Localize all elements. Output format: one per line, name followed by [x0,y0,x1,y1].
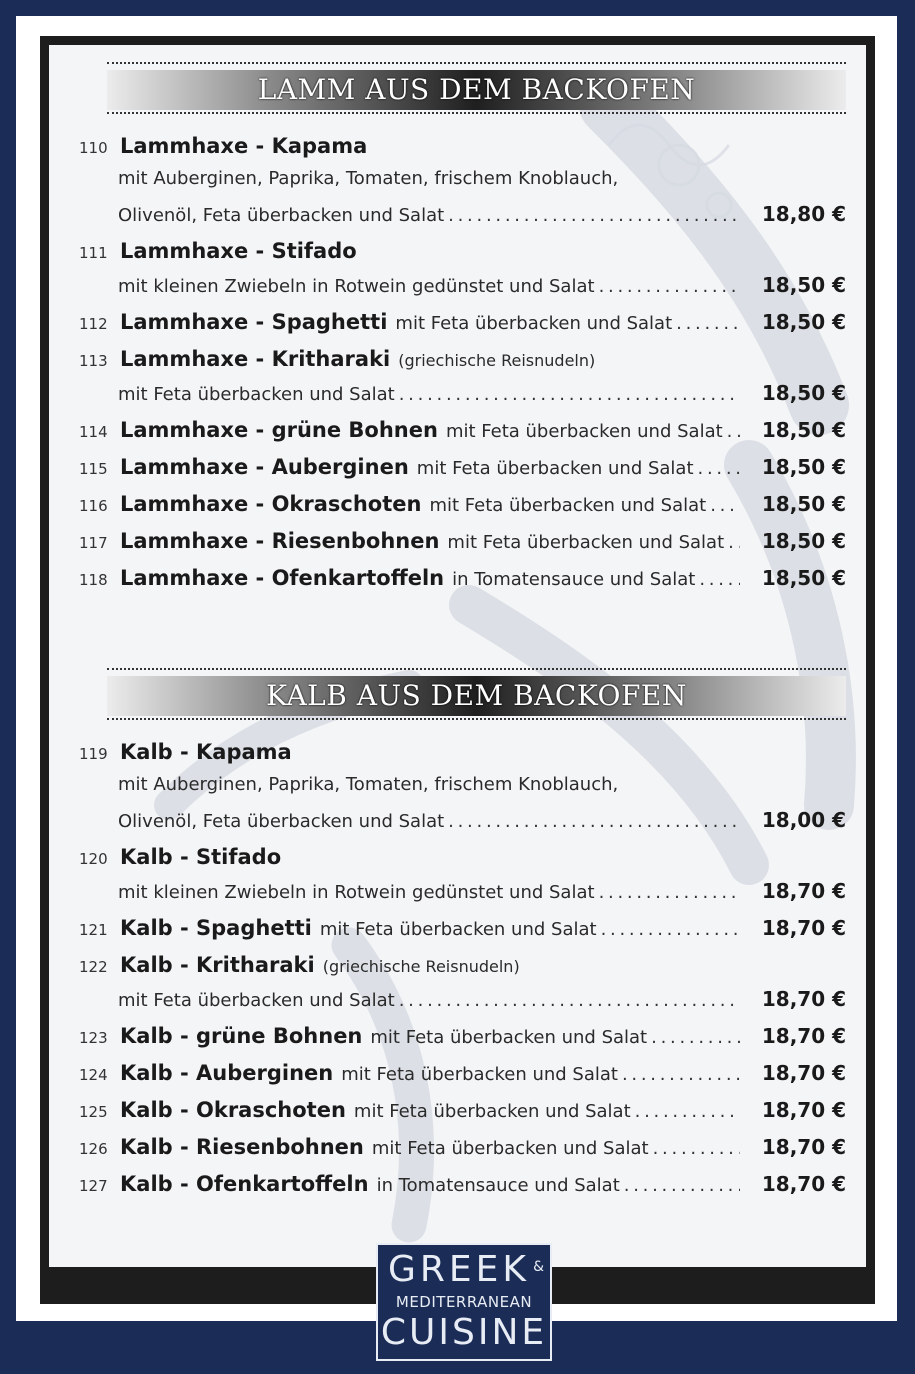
dot-leader [653,1138,740,1159]
menu-item-row [79,1061,846,1095]
item-number: 115 [79,460,108,478]
item-name: Kalb - Ofenkartoffeln [120,1172,369,1196]
item-name: Kalb - Kritharaki [120,953,315,977]
item-name: Kalb - grüne Bohnen [120,1024,363,1048]
section-divider [107,112,846,114]
item-price: 18,80 € [761,202,846,226]
dot-leader [399,990,740,1011]
item-name: Lammhaxe - Riesenbohnen [120,529,440,553]
item-description-line [118,879,846,913]
item-description: mit Feta überbacken und Salat [370,1027,648,1048]
menu-item-row [79,455,846,489]
item-price: 18,50 € [761,529,846,553]
menu-item-row [79,1098,846,1132]
logo-greek: GREEK [388,1249,531,1290]
menu-item-row [79,492,846,526]
item-number: 117 [79,534,108,552]
dot-leader [622,1064,740,1085]
item-description: in Tomatensauce und Salat [452,569,696,590]
item-name: Lammhaxe - grüne Bohnen [120,418,438,442]
item-name: Lammhaxe - Okraschoten [120,492,422,516]
item-description: mit Feta überbacken und Salat [371,1138,649,1159]
menu-item-row [79,566,846,600]
item-number: 110 [79,139,108,157]
item-number: 124 [79,1066,108,1084]
item-description: mit Feta überbacken und Salat [395,313,673,334]
logo-cuisine: CUISINE [380,1312,548,1353]
dot-leader [698,458,740,479]
item-description: Olivenöl, Feta überbacken und Salat [118,205,445,226]
item-number: 122 [79,958,108,976]
item-price: 18,50 € [761,381,846,405]
item-number: 120 [79,850,108,868]
item-name: Lammhaxe - Auberginen [120,455,409,479]
dot-leader [699,569,740,590]
item-description: mit Auberginen, Paprika, Tomaten, frischem Knoblauch, [118,168,619,189]
item-name: Kalb - Stifado [120,845,282,869]
item-number: 126 [79,1140,108,1158]
item-number: 112 [79,315,108,333]
dot-leader [599,882,740,903]
item-name: Lammhaxe - Kapama [120,134,368,158]
item-note: (griechische Reisnudeln) [322,957,520,976]
item-price: 18,50 € [761,566,846,590]
menu-item-row [79,1024,846,1058]
item-description-line [118,273,846,307]
item-price: 18,70 € [761,987,846,1011]
item-price: 18,50 € [761,310,846,334]
item-number: 116 [79,497,108,515]
item-name: Kalb - Kapama [120,740,292,764]
menu-item-row [79,134,846,168]
menu-item-row [79,1135,846,1169]
item-name: Kalb - Okraschoten [120,1098,346,1122]
dot-leader [448,205,740,226]
item-price: 18,70 € [761,1098,846,1122]
logo-ampersand: & [533,1259,544,1275]
item-price: 18,50 € [761,273,846,297]
item-name: Kalb - Riesenbohnen [120,1135,364,1159]
item-price: 18,70 € [761,1172,846,1196]
section-title: LAMM AUS DEM BACKOFEN [257,73,696,106]
menu-item-row [79,740,846,774]
section-title: KALB AUS DEM BACKOFEN [266,679,687,712]
item-description-line [118,774,846,808]
item-price: 18,70 € [761,1024,846,1048]
section-banner [107,70,846,110]
menu-item-row [79,310,846,344]
menu-item-row [79,916,846,950]
item-number: 111 [79,244,108,262]
item-price: 18,50 € [761,492,846,516]
item-description: mit Feta überbacken und Salat [447,532,725,553]
item-description: mit Feta überbacken und Salat [416,458,694,479]
item-name: Kalb - Spaghetti [120,916,312,940]
item-number: 121 [79,921,108,939]
item-description-line [118,808,846,842]
logo-mediterranean: MEDITERRANEAN [395,1293,533,1311]
item-description: mit kleinen Zwiebeln in Rotwein gedünstet und Salat [118,276,595,297]
restaurant-logo [376,1243,552,1361]
item-note: (griechische Reisnudeln) [398,351,596,370]
dot-leader [448,811,740,832]
item-name: Lammhaxe - Kritharaki [120,347,391,371]
item-price: 18,70 € [761,1135,846,1159]
item-name: Lammhaxe - Spaghetti [120,310,388,334]
item-description-line [118,168,846,202]
dot-leader [601,919,740,940]
dot-leader [635,1101,740,1122]
item-description: mit Feta überbacken und Salat [118,384,395,405]
menu-item-row [79,1172,846,1206]
dot-leader [399,384,740,405]
section-banner [107,676,846,716]
item-description: in Tomatensauce und Salat [376,1175,620,1196]
item-price: 18,50 € [761,455,846,479]
dot-leader [710,495,740,516]
item-name: Lammhaxe - Stifado [120,239,357,263]
item-number: 119 [79,745,108,763]
item-description: mit Feta überbacken und Salat [319,919,597,940]
dot-leader [624,1175,740,1196]
item-description-line [118,987,846,1021]
item-description: mit Feta überbacken und Salat [118,990,395,1011]
item-description: mit Auberginen, Paprika, Tomaten, frischem Knoblauch, [118,774,619,795]
item-description: mit kleinen Zwiebeln in Rotwein gedünstet und Salat [118,882,595,903]
menu-item-row [79,347,846,381]
menu-item-row [79,418,846,452]
item-price: 18,00 € [761,808,846,832]
item-price: 18,70 € [761,879,846,903]
item-description: mit Feta überbacken und Salat [341,1064,618,1085]
item-description: Olivenöl, Feta überbacken und Salat [118,811,445,832]
item-number: 113 [79,352,108,370]
item-number: 118 [79,571,108,589]
item-price: 18,70 € [761,916,846,940]
menu-item-row [79,953,846,987]
menu-item-row [79,845,846,879]
dot-leader [599,276,740,297]
dot-leader [728,532,740,553]
section-divider [107,62,846,64]
item-number: 114 [79,423,108,441]
item-description-line [118,202,846,236]
dot-leader [676,313,740,334]
dot-leader [651,1027,740,1048]
item-number: 123 [79,1029,108,1047]
item-number: 125 [79,1103,108,1121]
section-divider [107,718,846,720]
item-name: Lammhaxe - Ofenkartoffeln [120,566,445,590]
item-description: mit Feta überbacken und Salat [445,421,723,442]
item-number: 127 [79,1177,108,1195]
item-description: mit Feta überbacken und Salat [429,495,707,516]
section-divider [107,668,846,670]
menu-item-row [79,529,846,563]
item-name: Kalb - Auberginen [120,1061,334,1085]
item-description-line [118,381,846,415]
menu-item-row [79,239,846,273]
item-description: mit Feta überbacken und Salat [353,1101,631,1122]
item-price: 18,70 € [761,1061,846,1085]
item-price: 18,50 € [761,418,846,442]
dot-leader [727,421,740,442]
